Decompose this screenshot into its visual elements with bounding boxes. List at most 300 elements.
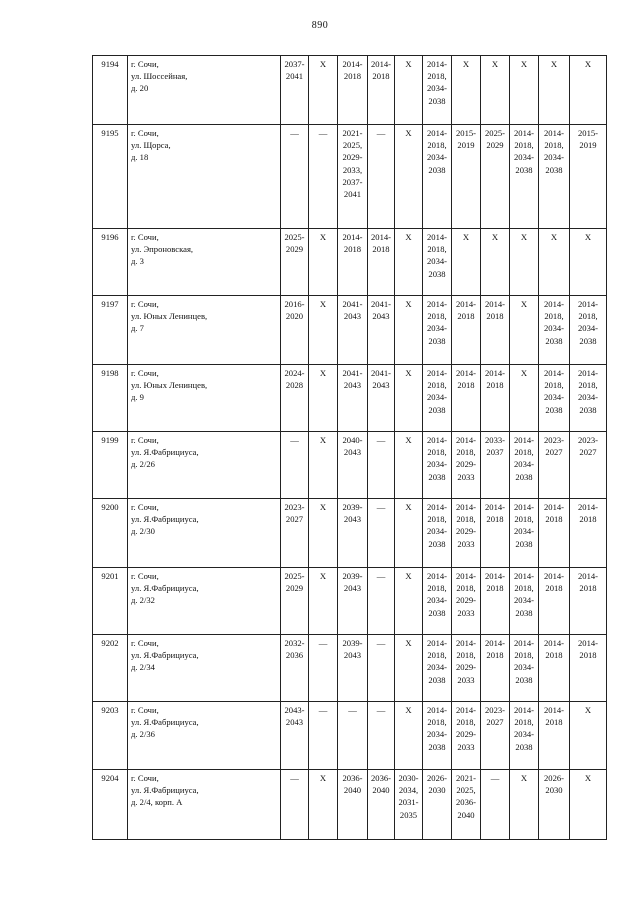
period-line: 2034- — [426, 526, 448, 537]
period-line: 2018, — [514, 514, 534, 525]
period-line: 2029- — [455, 526, 477, 537]
table-row — [93, 702, 607, 770]
period-line: 2018 — [579, 650, 597, 661]
period-cell — [368, 56, 395, 125]
period-cell — [338, 568, 368, 635]
row-number: 9195 — [93, 125, 128, 229]
period-cell — [452, 635, 481, 702]
period-line: 2021- — [342, 128, 363, 138]
period-line: 2014- — [577, 571, 599, 581]
period-line: 2025- — [284, 232, 305, 242]
period-line: 2014- — [426, 232, 448, 242]
address-cell — [128, 365, 281, 432]
period-line: 2018, — [427, 717, 447, 728]
address-line: г. Сочи, — [131, 299, 159, 309]
address-line: ул. Я.Фабрициуса, — [131, 785, 199, 796]
period-line: 2018, — [427, 380, 447, 391]
period-line: 2038 — [515, 538, 533, 549]
period-cell — [309, 296, 338, 365]
period-line: X — [520, 773, 528, 783]
address-line: д. 7 — [131, 323, 144, 334]
period-line: X — [584, 59, 592, 69]
period-line: 2034- — [426, 83, 448, 94]
period-line: — — [290, 773, 299, 783]
period-line: 2029- — [455, 595, 477, 606]
period-line: 2014- — [543, 705, 565, 715]
period-line: 2027 — [285, 514, 304, 525]
period-line: 2014- — [484, 502, 506, 512]
period-line: 2036 — [285, 650, 304, 661]
row-number: 9202 — [93, 635, 128, 702]
period-cell — [395, 229, 423, 296]
period-line: 2019 — [579, 140, 597, 151]
address-line: г. Сочи, — [131, 638, 159, 648]
period-cell — [510, 770, 539, 840]
period-cell — [452, 702, 481, 770]
period-line: X — [405, 368, 412, 378]
address-cell — [128, 635, 281, 702]
period-line: 2014- — [513, 705, 535, 715]
period-line: 2027 — [486, 717, 504, 728]
period-line: 2018 — [372, 71, 390, 82]
period-line: 2043 — [372, 311, 390, 322]
period-line: X — [319, 368, 327, 378]
address-line: д. 9 — [131, 392, 144, 403]
period-line: 2034- — [426, 662, 448, 673]
period-line: 2029- — [455, 729, 477, 740]
period-cell — [423, 568, 452, 635]
period-line: 2034- — [513, 459, 535, 470]
address-line: г. Сочи, — [131, 232, 159, 242]
period-line: 2043- — [284, 705, 305, 715]
period-line: 2023- — [484, 705, 506, 715]
page-number: 890 — [311, 20, 329, 31]
period-line: X — [462, 232, 470, 242]
period-line: 2023- — [577, 435, 599, 445]
period-line: X — [319, 571, 327, 581]
period-line: 2043 — [343, 650, 362, 661]
period-line: 2014- — [543, 571, 565, 581]
period-line: 2014- — [484, 638, 506, 648]
address-cell — [128, 125, 281, 229]
period-line: 2038 — [545, 164, 563, 175]
address-line: д. 2/32 — [131, 595, 155, 606]
period-cell — [423, 365, 452, 432]
period-line: 2014- — [370, 59, 392, 69]
period-cell — [395, 432, 423, 499]
period-line: — — [490, 773, 500, 783]
period-cell — [423, 770, 452, 840]
period-cell — [368, 432, 395, 499]
period-line: 2014- — [426, 705, 448, 715]
period-line: 2038 — [428, 404, 446, 415]
period-line: 2039- — [342, 638, 363, 648]
period-line: 2025- — [284, 571, 305, 581]
period-cell — [539, 770, 570, 840]
table-row — [93, 56, 607, 125]
period-line: 2018, — [456, 717, 476, 728]
period-line: 2038 — [428, 741, 446, 752]
period-cell — [395, 499, 423, 568]
period-cell — [481, 296, 510, 365]
period-cell — [309, 432, 338, 499]
address-line: д. 2/4, корп. А — [131, 797, 183, 808]
period-line: 2034- — [577, 392, 599, 403]
period-line: 2038 — [428, 95, 446, 106]
period-line: X — [319, 232, 327, 242]
period-cell — [570, 499, 607, 568]
address-line: д. 20 — [131, 83, 149, 94]
period-line: 2037- — [342, 176, 363, 187]
address-cell — [128, 568, 281, 635]
period-cell — [309, 125, 338, 229]
period-cell — [309, 635, 338, 702]
period-cell — [281, 635, 309, 702]
period-line: 2018 — [486, 311, 504, 322]
table-row — [93, 770, 607, 840]
period-line: 2034- — [513, 152, 535, 163]
period-line: X — [405, 502, 412, 512]
period-cell — [338, 702, 368, 770]
period-cell — [481, 365, 510, 432]
period-line: 2037 — [486, 447, 504, 458]
address-cell — [128, 56, 281, 125]
period-line: X — [405, 638, 412, 648]
period-line: 2018 — [343, 71, 362, 82]
period-line: 2027 — [545, 447, 563, 458]
period-line: 2034- — [513, 526, 535, 537]
period-line: 2014- — [426, 571, 448, 581]
period-line: 2014- — [543, 638, 565, 648]
address-line: г. Сочи, — [131, 705, 159, 715]
period-line: 2040 — [343, 785, 362, 796]
period-line: 2018 — [486, 514, 504, 525]
period-line: X — [491, 59, 499, 69]
period-line: X — [584, 232, 592, 242]
period-line: 2029 — [285, 244, 304, 255]
period-cell — [338, 365, 368, 432]
period-line: 2034- — [543, 323, 565, 334]
period-line: — — [376, 705, 386, 715]
period-line: 2018 — [545, 650, 563, 661]
period-line: — — [318, 638, 328, 648]
period-cell — [281, 296, 309, 365]
period-line: 2016- — [284, 299, 305, 309]
address-cell — [128, 432, 281, 499]
period-line: 2018, — [427, 447, 447, 458]
period-line: 2025, — [342, 140, 363, 151]
housing-repair-schedule-table — [92, 55, 607, 840]
table-row — [93, 499, 607, 568]
period-cell — [481, 229, 510, 296]
period-line: 2031- — [398, 797, 419, 808]
row-number: 9198 — [93, 365, 128, 432]
period-line: 2034- — [426, 729, 448, 740]
period-line: — — [290, 435, 299, 445]
period-cell — [452, 770, 481, 840]
period-line: 2018, — [514, 650, 534, 661]
period-cell — [368, 770, 395, 840]
period-line: 2038 — [515, 607, 533, 618]
period-line: 2018, — [456, 650, 476, 661]
period-line: 2018 — [457, 380, 475, 391]
period-cell — [481, 635, 510, 702]
period-line: 2014- — [577, 368, 599, 378]
period-line: 2034, — [398, 785, 419, 796]
period-cell — [539, 702, 570, 770]
period-line: 2030 — [545, 785, 563, 796]
period-line: 2014- — [484, 368, 506, 378]
address-line: г. Сочи, — [131, 502, 159, 512]
period-cell — [481, 432, 510, 499]
period-line: 2018, — [427, 311, 447, 322]
period-line: 2018 — [372, 244, 390, 255]
period-line: 2019 — [457, 140, 475, 151]
table-row — [93, 125, 607, 229]
table-row — [93, 365, 607, 432]
row-number: 9197 — [93, 296, 128, 365]
period-cell — [309, 702, 338, 770]
period-cell — [395, 635, 423, 702]
period-line: 2043 — [372, 380, 390, 391]
period-cell — [452, 296, 481, 365]
period-line: X — [319, 435, 327, 445]
period-cell — [481, 702, 510, 770]
period-cell — [570, 56, 607, 125]
period-line: 2018 — [457, 311, 475, 322]
address-line: г. Сочи, — [131, 128, 159, 138]
period-line: 2043 — [343, 380, 362, 391]
address-line: ул. Я.Фабрициуса, — [131, 583, 199, 594]
row-number: 9199 — [93, 432, 128, 499]
period-line: 2043 — [343, 583, 362, 594]
row-number: 9194 — [93, 56, 128, 125]
period-line: X — [319, 502, 327, 512]
period-cell — [570, 770, 607, 840]
period-line: 2018, — [578, 380, 598, 391]
period-line: X — [405, 299, 412, 309]
period-line: 2038 — [545, 335, 563, 346]
period-line: 2036- — [342, 773, 363, 783]
period-line: 2033 — [457, 471, 475, 482]
period-line: 2014- — [513, 435, 535, 445]
period-cell — [368, 702, 395, 770]
period-line: 2029- — [455, 459, 477, 470]
period-line: 2023- — [543, 435, 565, 445]
period-cell — [281, 568, 309, 635]
period-line: 2014- — [513, 571, 535, 581]
period-line: 2018, — [514, 717, 534, 728]
period-line: X — [520, 59, 528, 69]
table-row — [93, 229, 607, 296]
period-cell — [539, 296, 570, 365]
address-line: ул. Я.Фабрициуса, — [131, 717, 199, 728]
period-cell — [570, 229, 607, 296]
period-line: 2038 — [428, 538, 446, 549]
period-cell — [452, 229, 481, 296]
table-row — [93, 568, 607, 635]
period-line: 2014- — [455, 705, 477, 715]
period-line: 2018, — [427, 650, 447, 661]
period-line: 2014- — [426, 299, 448, 309]
period-cell — [395, 702, 423, 770]
period-cell — [510, 499, 539, 568]
period-cell — [570, 635, 607, 702]
period-cell — [281, 56, 309, 125]
period-line: 2033, — [342, 164, 363, 175]
period-line: 2040 — [372, 785, 390, 796]
period-cell — [423, 635, 452, 702]
period-line: 2038 — [428, 268, 446, 279]
period-line: X — [462, 59, 470, 69]
period-line: 2034- — [543, 152, 565, 163]
period-line: 2032- — [284, 638, 305, 648]
row-number: 9196 — [93, 229, 128, 296]
period-line: 2035 — [399, 809, 418, 820]
period-line: X — [491, 232, 499, 242]
period-line: 2020 — [285, 311, 304, 322]
period-line: 2015- — [455, 128, 477, 138]
period-line: X — [520, 232, 528, 242]
table-row — [93, 296, 607, 365]
period-cell — [338, 229, 368, 296]
period-line: 2018, — [578, 311, 598, 322]
period-cell — [570, 125, 607, 229]
period-cell — [510, 702, 539, 770]
period-line: 2018 — [343, 244, 362, 255]
period-line: 2014- — [455, 299, 477, 309]
period-cell — [395, 296, 423, 365]
address-line: г. Сочи, — [131, 571, 159, 581]
period-cell — [423, 702, 452, 770]
table-row — [93, 635, 607, 702]
row-number: 9201 — [93, 568, 128, 635]
period-cell — [570, 568, 607, 635]
period-line: 2036- — [455, 797, 477, 808]
period-line: 2034- — [513, 595, 535, 606]
period-line: 2014- — [426, 128, 448, 138]
period-line: 2038 — [579, 404, 597, 415]
row-number: 9200 — [93, 499, 128, 568]
period-cell — [510, 296, 539, 365]
period-line: 2026- — [543, 773, 565, 783]
period-line: 2038 — [515, 164, 533, 175]
address-cell — [128, 702, 281, 770]
period-line: 2041 — [343, 189, 362, 200]
period-line: 2034- — [513, 729, 535, 740]
address-line: г. Сочи, — [131, 59, 159, 69]
period-line: 2034- — [426, 392, 448, 403]
period-cell — [309, 568, 338, 635]
period-line: X — [405, 435, 412, 445]
period-line: 2018 — [545, 514, 563, 525]
period-line: X — [520, 368, 528, 378]
period-line: 2018 — [579, 583, 597, 594]
period-cell — [423, 432, 452, 499]
period-line: 2034- — [426, 152, 448, 163]
period-line: 2043 — [285, 717, 304, 728]
period-cell — [539, 635, 570, 702]
period-line: 2029- — [342, 152, 363, 163]
period-cell — [510, 432, 539, 499]
period-cell — [452, 56, 481, 125]
period-line: 2014- — [426, 59, 448, 69]
period-line: 2034- — [577, 323, 599, 334]
period-line: 2014- — [543, 299, 565, 309]
period-line: 2018, — [544, 380, 564, 391]
period-line: 2033 — [457, 607, 475, 618]
period-line: 2015- — [577, 128, 599, 138]
period-line: X — [405, 705, 412, 715]
period-cell — [539, 125, 570, 229]
period-cell — [539, 432, 570, 499]
address-cell — [128, 770, 281, 840]
period-cell — [395, 568, 423, 635]
period-cell — [510, 568, 539, 635]
period-cell — [510, 56, 539, 125]
period-cell — [539, 229, 570, 296]
address-line: г. Сочи, — [131, 435, 159, 445]
period-line: 2038 — [428, 674, 446, 685]
period-line: 2041- — [370, 299, 392, 309]
period-line: 2018, — [427, 514, 447, 525]
address-cell — [128, 229, 281, 296]
period-line: 2014- — [455, 571, 477, 581]
period-cell — [368, 229, 395, 296]
address-line: д. 2/34 — [131, 662, 155, 673]
period-cell — [338, 499, 368, 568]
period-line: — — [376, 502, 386, 512]
period-cell — [481, 499, 510, 568]
period-line: 2018, — [514, 583, 534, 594]
period-cell — [452, 568, 481, 635]
period-line: 2029 — [486, 140, 504, 151]
period-line: 2030 — [428, 785, 446, 796]
period-cell — [368, 635, 395, 702]
period-line: 2033 — [457, 741, 475, 752]
period-line: 2043 — [343, 514, 362, 525]
address-line: ул. Я.Фабрициуса, — [131, 447, 199, 458]
period-cell — [539, 56, 570, 125]
period-line: 2038 — [428, 164, 446, 175]
period-line: X — [584, 773, 592, 783]
period-line: X — [520, 299, 528, 309]
address-line: д. 2/36 — [131, 729, 155, 740]
period-line: 2014- — [426, 368, 448, 378]
period-cell — [395, 56, 423, 125]
period-cell — [281, 499, 309, 568]
period-cell — [281, 229, 309, 296]
period-line: 2014- — [513, 638, 535, 648]
period-cell — [481, 125, 510, 229]
period-cell — [510, 365, 539, 432]
period-line: 2027 — [579, 447, 597, 458]
period-cell — [570, 702, 607, 770]
period-line: 2014- — [577, 299, 599, 309]
row-number: 9204 — [93, 770, 128, 840]
period-line: 2034- — [513, 662, 535, 673]
address-line: д. 2/30 — [131, 526, 155, 537]
period-cell — [309, 365, 338, 432]
period-line: 2024- — [284, 368, 305, 378]
address-line: д. 18 — [131, 152, 149, 163]
period-line: 2038 — [579, 335, 597, 346]
period-line: X — [319, 773, 327, 783]
period-line: 2014- — [484, 299, 506, 309]
period-cell — [368, 125, 395, 229]
period-cell — [368, 568, 395, 635]
period-line: 2014- — [455, 502, 477, 512]
